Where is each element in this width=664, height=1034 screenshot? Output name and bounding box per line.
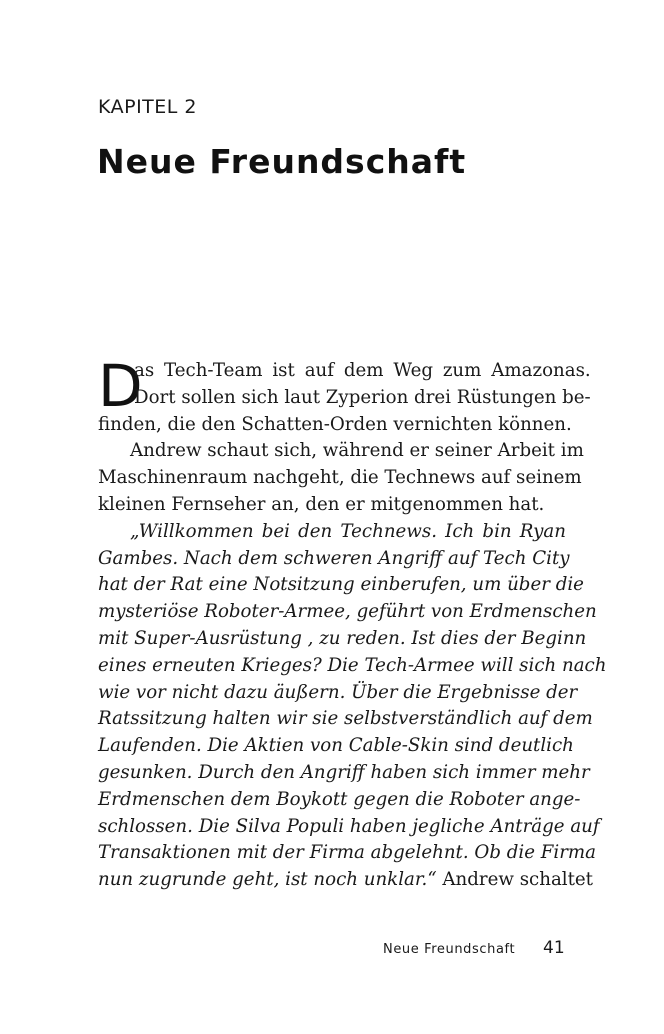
text-line: Gambes. Nach dem schweren Angriff auf Tech City — [98, 547, 570, 569]
text-line: kleinen Fernseher an, den er mitgenommen hat. — [98, 493, 545, 515]
quote-end: nun zugrunde geht, ist noch unklar.“ — [98, 869, 437, 891]
text-line: wie vor nicht dazu äußern. Über die Ergebnisse der — [98, 681, 578, 703]
running-footer-title: Neue Freundschaft — [383, 942, 516, 957]
line-tail: Andrew schaltet — [436, 869, 593, 891]
text-line: Laufenden. Die Aktien von Cable-Skin sind deutlich — [98, 735, 574, 757]
drop-cap: D — [98, 352, 143, 420]
text-line: Dort sollen sich laut Zyperion drei Rüstungen be- — [134, 386, 591, 408]
chapter-title: Neue Freundschaft — [97, 142, 467, 181]
text-line: as Tech-Team ist auf dem Weg zum Amazonas. — [134, 360, 591, 381]
text-line: hat der Rat eine Notsitzung einberufen, um über die — [98, 574, 584, 596]
text-line: eines erneuten Krieges? Die Tech-Armee will sich nach — [98, 654, 607, 676]
text-line: Andrew schaut sich, während er seiner Arbeit im — [130, 440, 584, 462]
text-line: gesunken. Durch den Angriff haben sich immer mehr — [98, 761, 590, 783]
body-text — [98, 352, 607, 894]
text-line: finden, die den Schatten-Orden vernichten können. — [98, 413, 572, 435]
text-line: mysteriöse Roboter-Armee, geführt von Erdmenschen — [98, 601, 597, 623]
first-paragraph-start — [98, 352, 591, 420]
text-line: Ratssitzung halten wir sie selbstverständlich auf dem — [98, 708, 593, 730]
page-number: 41 — [543, 938, 565, 958]
text-line: schlossen. Die Silva Populi haben jegliche Anträge auf — [98, 815, 600, 837]
text-line: Maschinenraum nachgeht, die Technews auf seinem — [98, 467, 582, 489]
text-line: Erdmenschen dem Boykott gegen die Roboter ange- — [98, 788, 581, 810]
text-line: Transaktionen mit der Firma abgelehnt. Ob die Firma — [98, 842, 596, 864]
chapter-label: KAPITEL 2 — [98, 96, 198, 118]
text-line-last — [98, 867, 593, 894]
text-line: mit Super-Ausrüstung , zu reden. Ist dies der Beginn — [98, 627, 587, 649]
text-line: „Willkommen bei den Technews. Ich bin Ryan — [130, 520, 566, 542]
